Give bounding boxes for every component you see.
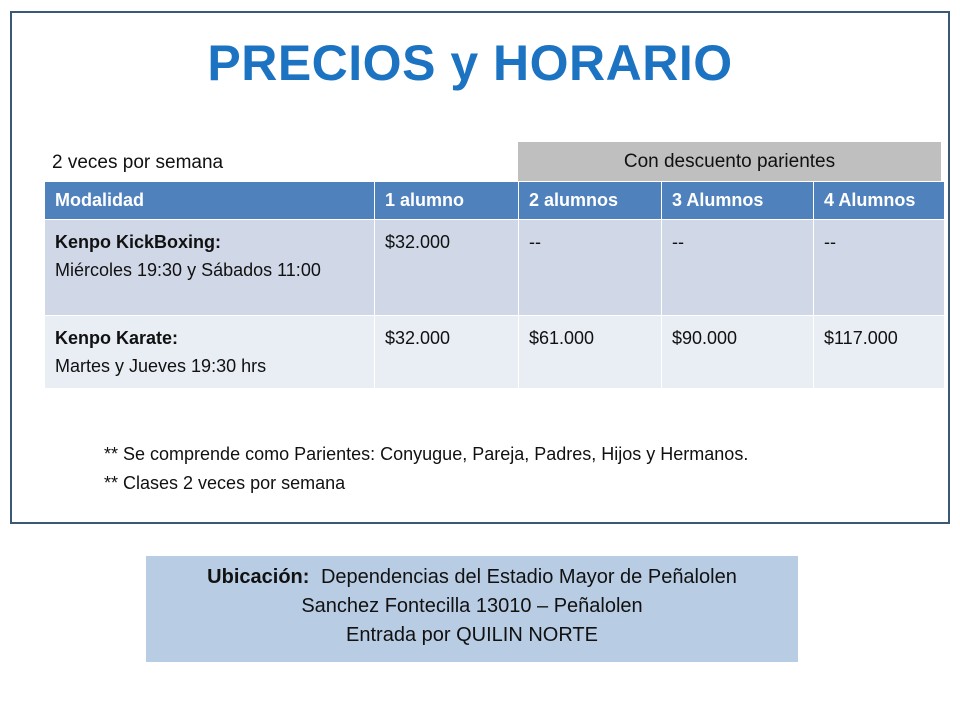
- header-modalidad: Modalidad: [45, 182, 375, 220]
- modalidad-name: Kenpo KickBoxing:: [55, 232, 222, 252]
- notes: [104, 440, 748, 498]
- location-line-1: [146, 563, 798, 592]
- price-cell: --: [814, 220, 945, 316]
- price-cell: $90.000: [662, 316, 814, 389]
- price-cell: $61.000: [519, 316, 662, 389]
- table-row: [45, 316, 945, 389]
- price-cell: --: [519, 220, 662, 316]
- price-cell: $32.000: [375, 220, 519, 316]
- table-header-row: [45, 182, 945, 220]
- price-cell: $32.000: [375, 316, 519, 389]
- modalidad-cell: [45, 316, 375, 389]
- note-parientes: ** Se comprende como Parientes: Conyugue, Pareja, Padres, Hijos y Hermanos.: [104, 444, 749, 464]
- modalidad-name: Kenpo Karate:: [55, 328, 179, 348]
- modalidad-schedule: Miércoles 19:30 y Sábados 11:00: [55, 260, 321, 280]
- price-cell: --: [662, 220, 814, 316]
- location-entrance: Entrada por QUILIN NORTE: [346, 624, 598, 646]
- modalidad-cell: [45, 220, 375, 316]
- header-4-alumnos: 4 Alumnos: [814, 182, 945, 220]
- header-1-alumno: 1 alumno: [375, 182, 519, 220]
- location-label: Ubicación:: [207, 566, 310, 588]
- table-row: [45, 220, 945, 316]
- location-address: Sanchez Fontecilla 13010 – Peñalolen: [301, 595, 643, 617]
- price-table: [44, 181, 945, 389]
- page-title: PRECIOS y HORARIO: [207, 35, 733, 91]
- modalidad-schedule: Martes y Jueves 19:30 hrs: [55, 356, 267, 376]
- frequency-label: 2 veces por semana: [52, 152, 224, 173]
- discount-header: Con descuento parientes: [518, 142, 941, 181]
- note-clases: ** Clases 2 veces por semana: [104, 473, 346, 493]
- header-2-alumnos: 2 alumnos: [519, 182, 662, 220]
- location-box: [146, 556, 798, 662]
- location-venue: Dependencias del Estadio Mayor de Peñalolen: [320, 566, 737, 588]
- header-3-alumnos: 3 Alumnos: [662, 182, 814, 220]
- price-cell: $117.000: [814, 316, 945, 389]
